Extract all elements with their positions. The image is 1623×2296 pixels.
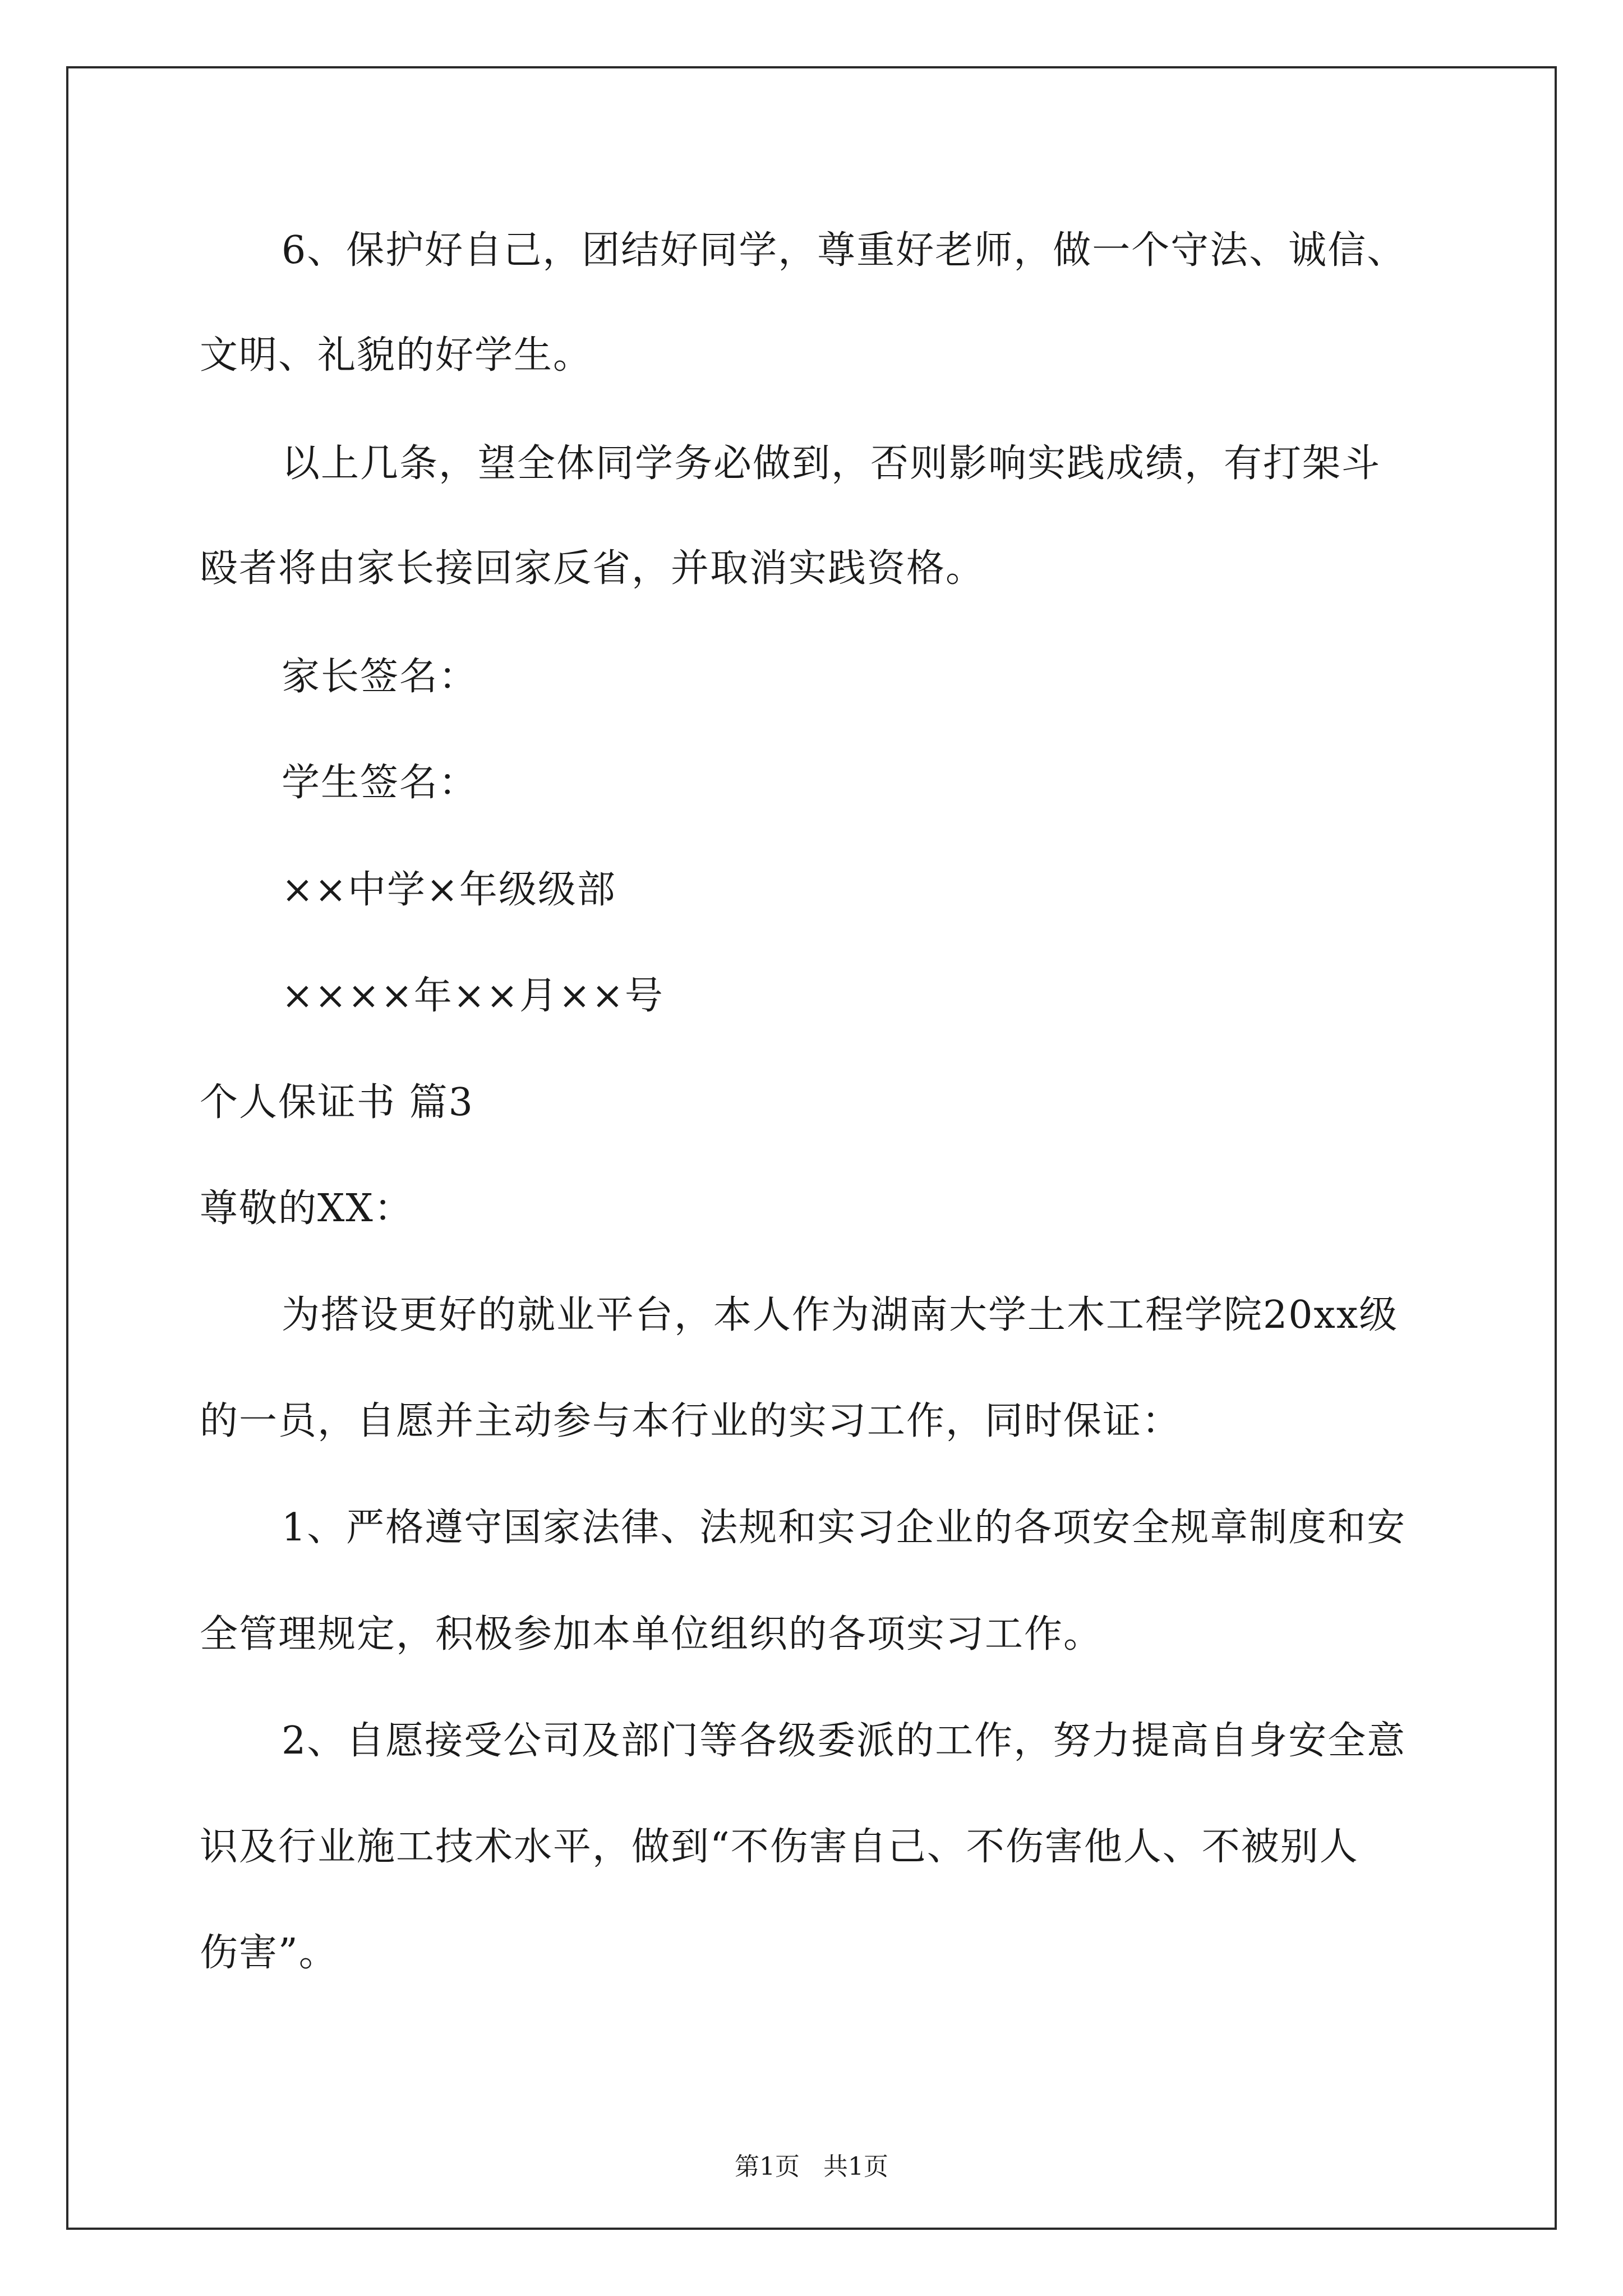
text-line: 伤害”。 (200, 1931, 338, 1975)
issuer-line: ××中学×年级级部 (282, 868, 616, 912)
text-line: 以上几条，望全体同学务必做到，否则影响实践成绩，有打架斗 (282, 441, 1381, 486)
text-line: 2、自愿接受公司及部门等各级委派的工作，努力提高自身安全意 (282, 1719, 1407, 1763)
text-line: 的一员，自愿并主动参与本行业的实习工作，同时保证： (200, 1399, 1182, 1443)
signature-label-student: 学生签名： (282, 761, 478, 805)
text-line: 全管理规定，积极参加本单位组织的各项实习工作。 (200, 1612, 1103, 1657)
text-line: 6、保护好自己，团结好同学，尊重好老师，做一个守法、诚信、 (282, 228, 1407, 273)
text-line: 识及行业施工技术水平，做到“不伤害自己、不伤害他人、不被别人 (200, 1825, 1359, 1869)
page-footer: 第1页 共1页 (735, 2152, 888, 2181)
salutation: 尊敬的XX： (200, 1186, 413, 1231)
text-line: 1、严格遵守国家法律、法规和实习企业的各项安全规章制度和安 (282, 1506, 1407, 1550)
text-line: 文明、礼貌的好学生。 (200, 333, 593, 378)
section-heading: 个人保证书 篇3 (200, 1080, 474, 1125)
signature-label-parent: 家长签名： (282, 655, 478, 699)
page-border (66, 66, 1557, 2230)
text-line: 为搭设更好的就业平台，本人作为湖南大学土木工程学院20xx级 (282, 1293, 1399, 1337)
date-line: ××××年××月××号 (282, 974, 664, 1018)
text-line: 殴者将由家长接回家反省，并取消实践资格。 (200, 546, 985, 591)
